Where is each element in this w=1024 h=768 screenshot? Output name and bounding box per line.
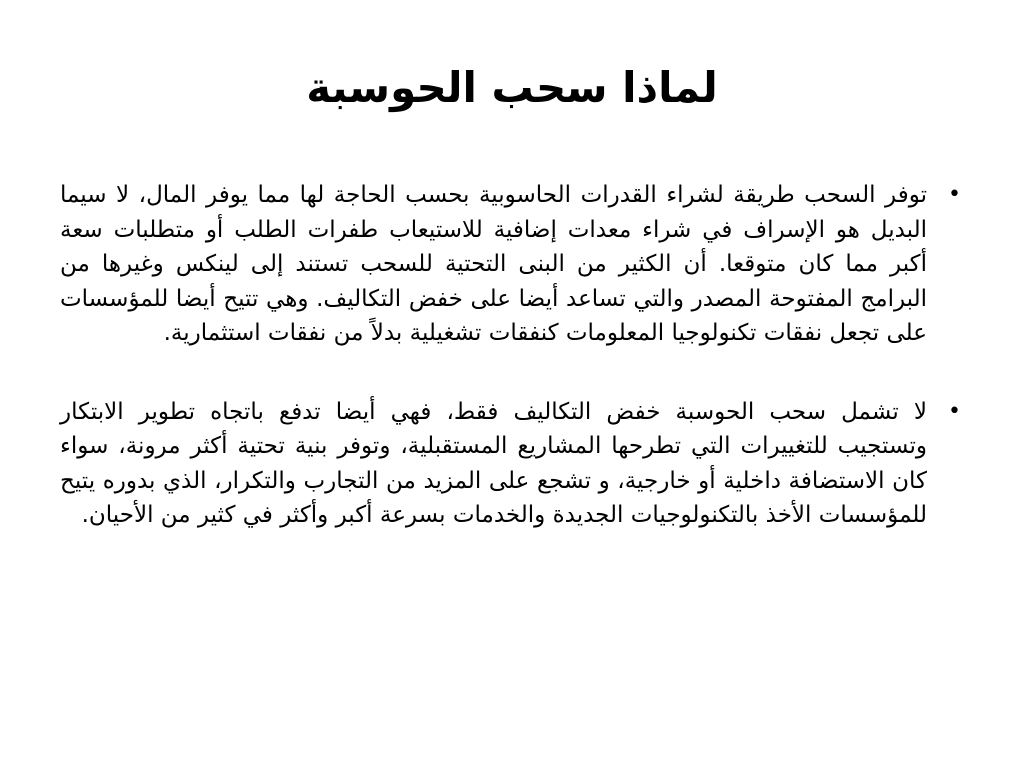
bullet-item-1 [60, 178, 965, 351]
slide-title: لماذا سحب الحوسبة [306, 63, 718, 112]
bullet-text: توفر السحب طريقة لشراء القدرات الحاسوبية بحسب الحاجة لها مما يوفر المال، لا سيما البديل هو الإسراف في شراء معدات إضافية للاستيعاب طفرات الطلب أو متطلبات سعة أكبر مما كان متوقعا. أن الكثير من البنى التحتية للسحب تستند إلى لينكس وغيرها من البرامج المفتوحة المصدر والتي تساعد أيضا على خفض التكاليف. وهي تتيح أيضا للمؤسسات على تجعل نفقات تكنولوجيا المعلومات كنفقات تشغيلية بدلاً من نفقات استثمارية. [60, 182, 927, 346]
bullet-list [60, 178, 965, 577]
bullet-item-2 [60, 395, 965, 533]
bullet-text: لا تشمل سحب الحوسبة خفض التكاليف فقط، فهي أيضا تدفع باتجاه تطوير الابتكار وتستجيب للتغييرات التي تطرحها المشاريع المستقبلية، وتوفر بنية تحتية أكثر مرونة، سواء كان الاستضافة داخلية أو خارجية، و تشجع على المزيد من التجارب والتكرار، الذي بدوره يتيح للمؤسسات الأخذ بالتكنولوجيات الجديدة والخدمات بسرعة أكبر وأكثر في كثير من الأحيان. [60, 398, 927, 528]
bullet-marker: • [948, 182, 961, 207]
bullet-marker: • [948, 398, 961, 424]
